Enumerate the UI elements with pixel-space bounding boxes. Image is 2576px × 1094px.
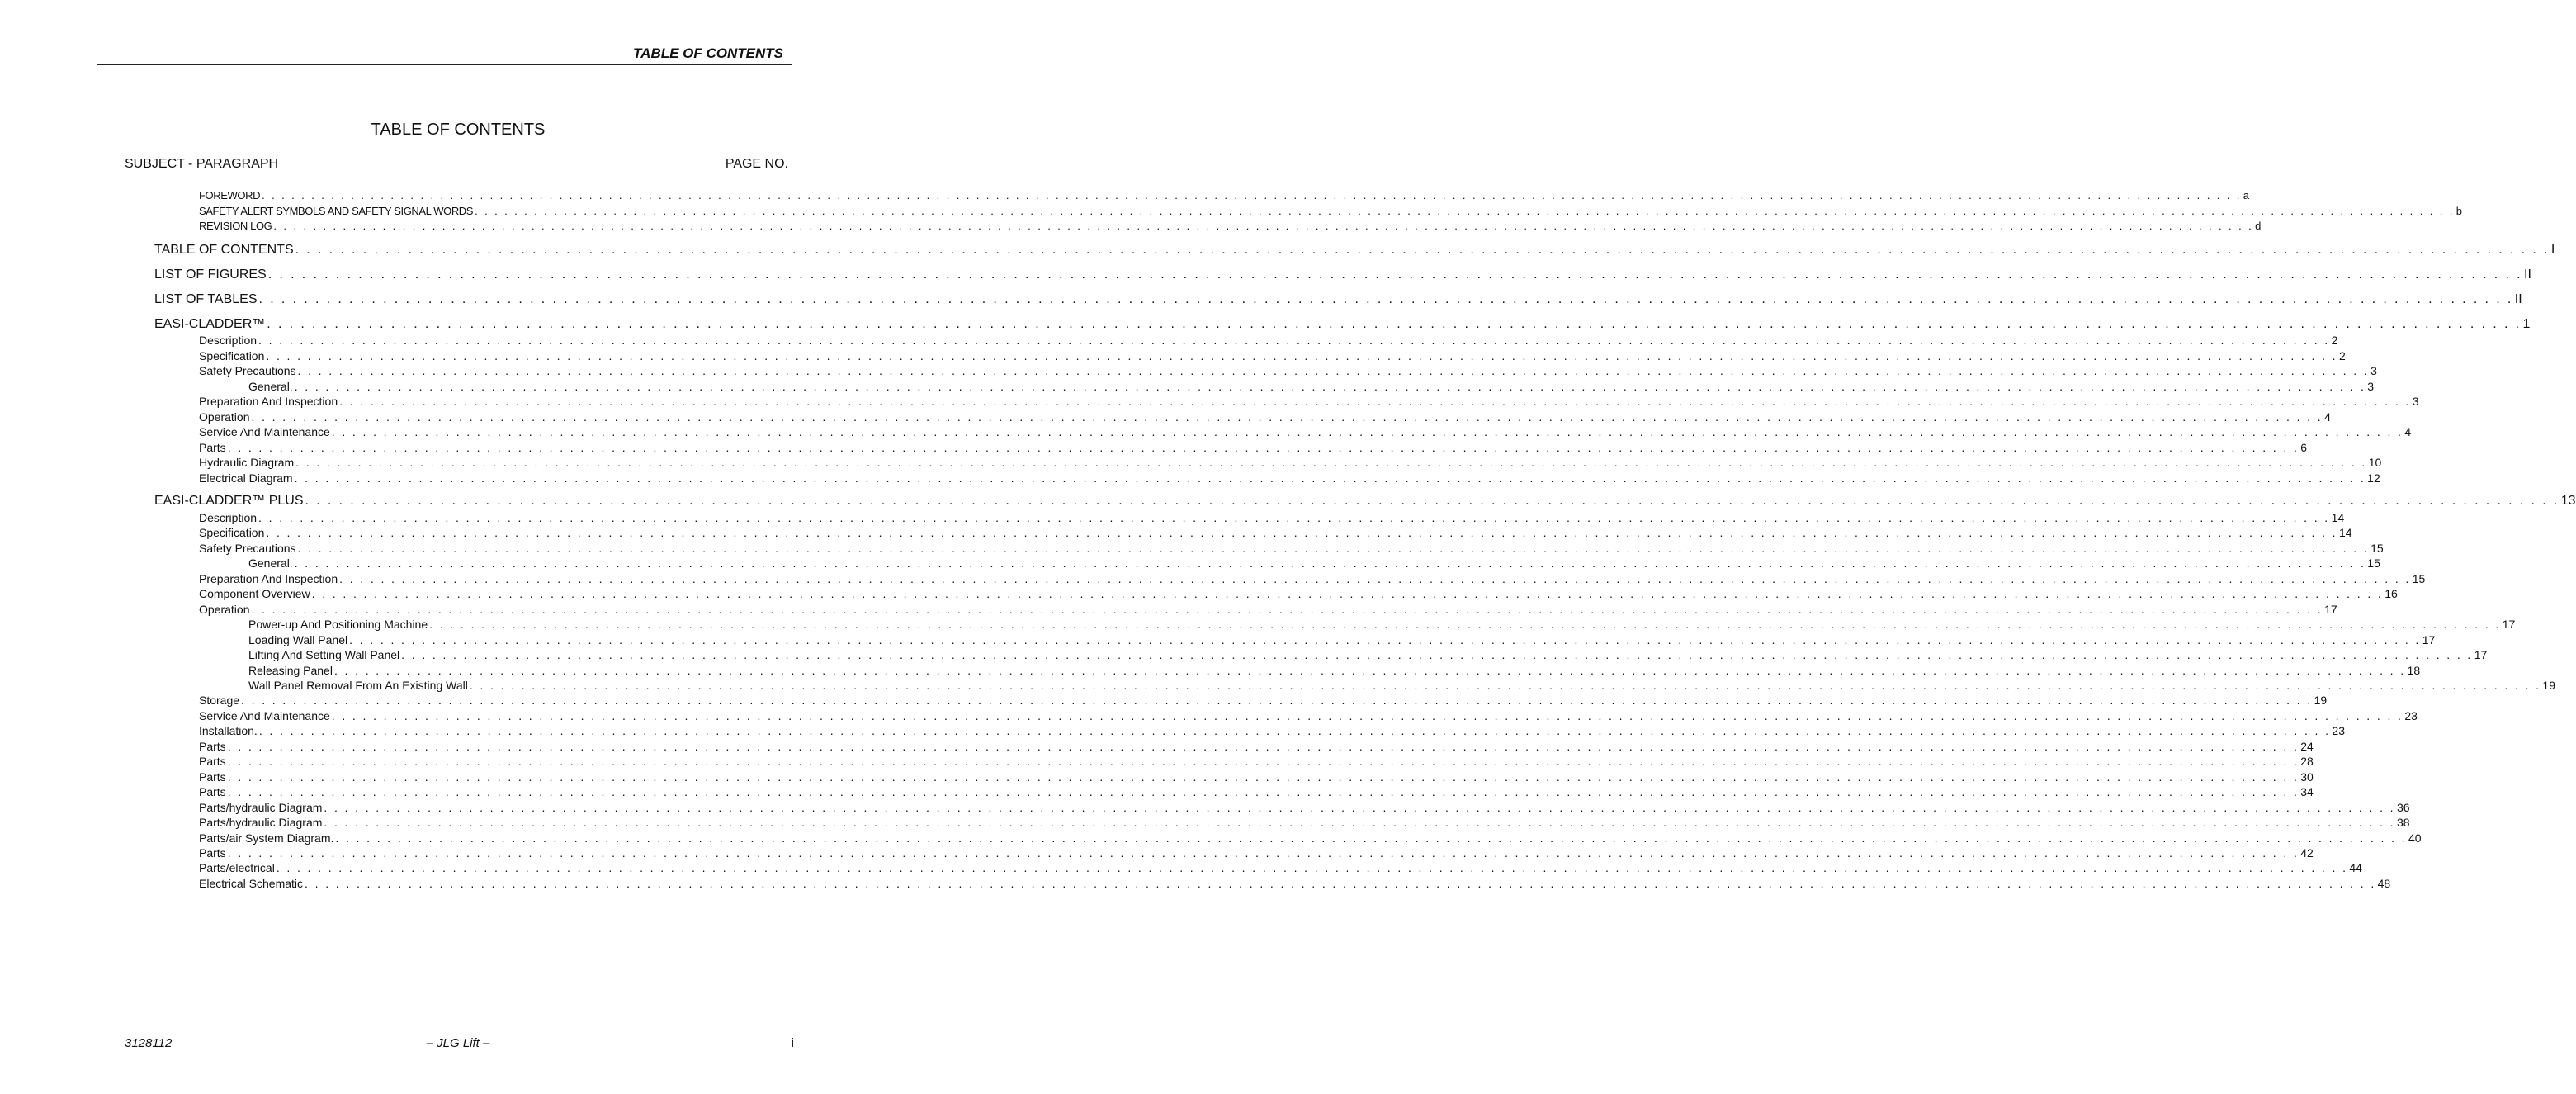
toc-entry-label: Parts/hydraulic Diagram bbox=[199, 816, 323, 829]
footer-publisher: – JLG Lift – bbox=[426, 1036, 490, 1050]
toc-entry[interactable] bbox=[199, 572, 2426, 585]
toc-entry[interactable] bbox=[199, 846, 2314, 860]
toc-leader-dots: . . . . . . . . . . . . . . . . . . . . . . . . . . . . . . . . . . . . . . . . . . . . . . . . . . . . . . . . . . . . . . . . . . . . . . . . . . . . . . . . . . . . . . . . . . . . . . . . . . . . . . . . . . . . . . . . . . . . . . . . . . . . . . . . . . . . . . . . . . . . . . . . . . . . . . . . . . . . . . . . . . . . . . . . . . . . . . . . . . . . . . . . . . . . . . . . . . . . . . . . bbox=[335, 831, 2407, 845]
toc-entry-page: I bbox=[2550, 243, 2555, 257]
toc-entry[interactable] bbox=[199, 801, 2410, 814]
toc-entry[interactable] bbox=[199, 587, 2398, 600]
toc-entry-page: 17 bbox=[2474, 648, 2488, 661]
toc-leader-dots: . . . . . . . . . . . . . . . . . . . . . . . . . . . . . . . . . . . . . . . . . . . . . . . . . . . . . . . . . . . . . . . . . . . . . . . . . . . . . . . . . . . . . . . . . . . . . . . . . . . . . . . . . . . . . . . . . . . . . . . . . . . . . . . . . . . . . . . . . . . . . . . . . . . . . . . . . . . . . . . . . . . . . . . . . . . . . . . . . . . . . . . . . . . . . . . . . . . . . . . . bbox=[227, 785, 2299, 798]
toc-entry-page: 44 bbox=[2349, 861, 2362, 874]
toc-leader-dots: . . . . . . . . . . . . . . . . . . . . . . . . . . . . . . . . . . . . . . . . . . . . . . . . . . . . . . . . . . . . . . . . . . . . . . . . . . . . . . . . . . . . . . . . . . . . . . . . . . . . . . . . . . . . . . . . . . . . . . . . . . . . . . . . . . . . . . . . . . . . . . . . . . . . . . . . . . . . . . . . . . . . . . . . . . . . . . . . . . . . . . . . . . . . . . . . . . . . . . . . bbox=[349, 633, 2421, 646]
toc-entry-label: Operation bbox=[199, 410, 250, 424]
toc-entry-page: 16 bbox=[2385, 587, 2398, 600]
toc-entry-label: EASI-CLADDER™ PLUS bbox=[154, 494, 304, 508]
toc-leader-dots: . . . . . . . . . . . . . . . . . . . . . . . . . . . . . . . . . . . . . . . . . . . . . . . . . . . . . . . . . . . . . . . . . . . . . . . . . . . . . . . . . . . . . . . . . . . . . . . . . . . . . . . . . . . . . . . . . . . . . . . . . . . . . . . . . . . . . . . . . . . . . . . . . . . . . . . . . . . . . . . . . . . . . . . . . . . . . . . . . . . . . . . . . . . . . . . . . . . . . . . . bbox=[266, 349, 2337, 362]
toc-leader-dots: . . . . . . . . . . . . . . . . . . . . . . . . . . . . . . . . . . . . . . . . . . . . . . . . . . . . . . . . . . . . . . . . . . . . . . . . . . . . . . . . . . . . . . . . . . . . . . . . . . . . . . . . . . . . . . . . . . . . . . . . . . . . . . . . . . . . . . . . . . . . . . . . . . . . . . . . . . . . . . . . . . . . . . . . . . . . . . . . . . . . . . . . . . . . . . . . . . . . . . . . bbox=[401, 648, 2473, 661]
toc-entry-label: Hydraulic Diagram bbox=[199, 456, 295, 469]
toc-entry[interactable] bbox=[248, 380, 2375, 393]
toc-leader-dots: . . . . . . . . . . . . . . . . . . . . . . . . . . . . . . . . . . . . . . . . . . . . . . . . . . . . . . . . . . . . . . . . . . . . . . . . . . . . . . . . . . . . . . . . . . . . . . . . . . . . . . . . . . . . . . . . . . . . . . . . . . . . . . . . . . . . . . . . . . . . . . . . . . . . . . . . . . . . . . . . . . . . . . . . . . . . . . . . . . . . . . . . . . . . . . . . . . . . . . . . bbox=[295, 243, 2550, 257]
toc-leader-dots: . . . . . . . . . . . . . . . . . . . . . . . . . . . . . . . . . . . . . . . . . . . . . . . . . . . . . . . . . . . . . . . . . . . . . . . . . . . . . . . . . . . . . . . . . . . . . . . . . . . . . . . . . . . . . . . . . . . . . . . . . . . . . . . . . . . . . . . . . . . . . . . . . . . . . . . . . . . . . . . . . . . . . . . . . . . . . . . . . . . . . . . . . . . . . . . . . . . . . . . . bbox=[273, 220, 2254, 232]
toc-entry-page: 23 bbox=[2332, 724, 2345, 737]
toc-entry-page: 17 bbox=[2422, 633, 2436, 646]
toc-entry[interactable] bbox=[199, 526, 2352, 539]
toc-leader-dots: . . . . . . . . . . . . . . . . . . . . . . . . . . . . . . . . . . . . . . . . . . . . . . . . . . . . . . . . . . . . . . . . . . . . . . . . . . . . . . . . . . . . . . . . . . . . . . . . . . . . . . . . . . . . . . . . . . . . . . . . . . . . . . . . . . . . . . . . . . . . . . . . . . . . . . . . . . . . . . . . . . . . . . . . . . . . . . . . . . . . . . . . . . . . . . . . . . . . . . . . bbox=[267, 268, 2523, 282]
toc-leader-dots: . . . . . . . . . . . . . . . . . . . . . . . . . . . . . . . . . . . . . . . . . . . . . . . . . . . . . . . . . . . . . . . . . . . . . . . . . . . . . . . . . . . . . . . . . . . . . . . . . . . . . . . . . . . . . . . . . . . . . . . . . . . . . . . . . . . . . . . . . . . . . . . . . . . . . . . . . . . . . . . . . . . . . . . . . . . . . . . . . . . . . . . . . . . . . . . . . . . . . . . . bbox=[258, 334, 2330, 347]
toc-entry[interactable] bbox=[199, 349, 2346, 362]
toc-entry-page: 6 bbox=[2300, 441, 2308, 454]
footer-doc-number: 3128112 bbox=[125, 1036, 173, 1050]
toc-entry-label: REVISION LOG bbox=[199, 220, 272, 232]
toc-entry-page: 2 bbox=[2331, 334, 2338, 347]
toc-entry[interactable] bbox=[199, 755, 2314, 768]
toc-leader-dots: . . . . . . . . . . . . . . . . . . . . . . . . . . . . . . . . . . . . . . . . . . . . . . . . . . . . . . . . . . . . . . . . . . . . . . . . . . . . . . . . . . . . . . . . . . . . . . . . . . . . . . . . . . . . . . . . . . . . . . . . . . . . . . . . . . . . . . . . . . . . . . . . . . . . . . . . . . . . . . . . . . . . . . . . . . . . . . . . . . . . . . . . . . . . . . . . . . . . . . . . bbox=[429, 618, 2501, 631]
toc-entry-page: 17 bbox=[2502, 618, 2516, 631]
toc-entry-label: Component Overview bbox=[199, 587, 310, 600]
toc-entry-page: 3 bbox=[2370, 364, 2377, 377]
toc-entry-label: General. bbox=[248, 556, 293, 570]
toc-entry[interactable] bbox=[199, 425, 2412, 438]
toc-leader-dots: . . . . . . . . . . . . . . . . . . . . . . . . . . . . . . . . . . . . . . . . . . . . . . . . . . . . . . . . . . . . . . . . . . . . . . . . . . . . . . . . . . . . . . . . . . . . . . . . . . . . . . . . . . . . . . . . . . . . . . . . . . . . . . . . . . . . . . . . . . . . . . . . . . . . . . . . . . . . . . . . . . . . . . . . . . . . . . . . . . . . . . . . . . . . . . . . . . . . . . . . bbox=[266, 526, 2337, 539]
toc-entry-label: FOREWORD bbox=[199, 189, 261, 201]
toc-entry[interactable] bbox=[199, 542, 2384, 555]
toc-entry-label: Storage bbox=[199, 694, 240, 707]
toc-entry-label: Loading Wall Panel bbox=[248, 633, 348, 646]
toc-entry-page: 15 bbox=[2370, 542, 2384, 555]
toc-entry-page: 4 bbox=[2404, 425, 2412, 438]
toc-leader-dots: . . . . . . . . . . . . . . . . . . . . . . . . . . . . . . . . . . . . . . . . . . . . . . . . . . . . . . . . . . . . . . . . . . . . . . . . . . . . . . . . . . . . . . . . . . . . . . . . . . . . . . . . . . . . . . . . . . . . . . . . . . . . . . . . . . . . . . . . . . . . . . . . . . . . . . . . . . . . . . . . . . . . . . . . . . . . . . . . . . . . . . . . . . . . . . . . . . . . . . . . bbox=[294, 556, 2366, 570]
toc-entry[interactable] bbox=[199, 410, 2331, 424]
toc-leader-dots: . . . . . . . . . . . . . . . . . . . . . . . . . . . . . . . . . . . . . . . . . . . . . . . . . . . . . . . . . . . . . . . . . . . . . . . . . . . . . . . . . . . . . . . . . . . . . . . . . . . . . . . . . . . . . . . . . . . . . . . . . . . . . . . . . . . . . . . . . . . . . . . . . . . . . . . . . . . . . . . . . . . . . . . . . . . . . . . . . . . . . . . . . . . . . . . . . . . . . . . . bbox=[331, 425, 2403, 438]
toc-leader-dots: . . . . . . . . . . . . . . . . . . . . . . . . . . . . . . . . . . . . . . . . . . . . . . . . . . . . . . . . . . . . . . . . . . . . . . . . . . . . . . . . . . . . . . . . . . . . . . . . . . . . . . . . . . . . . . . . . . . . . . . . . . . . . . . . . . . . . . . . . . . . . . . . . . . . . . . . . . . . . . . . . . . . . . . . . . . . . . . . . . . . . . . . . . . . . . . . . . . . . . . . bbox=[311, 587, 2384, 600]
toc-entry[interactable] bbox=[199, 877, 2391, 890]
toc-entry[interactable] bbox=[199, 395, 2419, 408]
toc-entry-page: II bbox=[2524, 268, 2531, 282]
toc-entry-label: Operation bbox=[199, 603, 250, 616]
toc-leader-dots: . . . . . . . . . . . . . . . . . . . . . . . . . . . . . . . . . . . . . . . . . . . . . . . . . . . . . . . . . . . . . . . . . . . . . . . . . . . . . . . . . . . . . . . . . . . . . . . . . . . . . . . . . . . . . . . . . . . . . . . . . . . . . . . . . . . . . . . . . . . . . . . . . . . . . . . . . . . . . . . . . . . . . . . . . . . . . . . . . . . . . . . . . . . . . . . . . . . . . . . . bbox=[241, 694, 2313, 707]
toc-entry-page: 30 bbox=[2300, 770, 2314, 784]
toc-entry-label: TABLE OF CONTENTS bbox=[154, 243, 294, 257]
toc-leader-dots: . . . . . . . . . . . . . . . . . . . . . . . . . . . . . . . . . . . . . . . . . . . . . . . . . . . . . . . . . . . . . . . . . . . . . . . . . . . . . . . . . . . . . . . . . . . . . . . . . . . . . . . . . . . . . . . . . . . . . . . . . . . . . . . . . . . . . . . . . . . . . . . . . . . . . . . . . . . . . . . . . . . . . . . . . . . . . . . . . . . . . . . . . . . . . . . . . . . . . . . . bbox=[331, 709, 2403, 722]
toc-entry-page: 23 bbox=[2404, 709, 2418, 722]
toc-entry[interactable] bbox=[154, 292, 2522, 307]
toc-entry[interactable] bbox=[248, 556, 2380, 570]
toc-entry[interactable] bbox=[199, 831, 2422, 845]
toc-leader-dots: . . . . . . . . . . . . . . . . . . . . . . . . . . . . . . . . . . . . . . . . . . . . . . . . . . . . . . . . . . . . . . . . . . . . . . . . . . . . . . . . . . . . . . . . . . . . . . . . . . . . . . . . . . . . . . . . . . . . . . . . . . . . . . . . . . . . . . . . . . . . . . . . . . . . . . . . . . . . . . . . . . . . . . . . . . . . . . . . . . . . . . . . . . . . . . . . . . . . . . . . bbox=[297, 542, 2370, 555]
toc-entry-page: 18 bbox=[2407, 664, 2421, 677]
toc-entry-label: Parts bbox=[199, 755, 226, 768]
toc-entry-label: Electrical Diagram bbox=[199, 471, 293, 485]
toc-entry-page: 19 bbox=[2314, 694, 2328, 707]
toc-entry-label: Parts bbox=[199, 785, 226, 798]
toc-entry-page: 42 bbox=[2300, 846, 2314, 860]
toc-entry[interactable] bbox=[199, 441, 2308, 454]
toc-entry-label: Parts/hydraulic Diagram bbox=[199, 801, 323, 814]
toc-entry-label: Power-up And Positioning Machine bbox=[248, 618, 428, 631]
toc-entry-page: 15 bbox=[2412, 572, 2426, 585]
toc-entry[interactable] bbox=[199, 511, 2345, 524]
toc-entry[interactable] bbox=[199, 709, 2418, 722]
toc-leader-dots: . . . . . . . . . . . . . . . . . . . . . . . . . . . . . . . . . . . . . . . . . . . . . . . . . . . . . . . . . . . . . . . . . . . . . . . . . . . . . . . . . . . . . . . . . . . . . . . . . . . . . . . . . . . . . . . . . . . . . . . . . . . . . . . . . . . . . . . . . . . . . . . . . . . . . . . . . . . . . . . . . . . . . . . . . . . . . . . . . . . . . . . . . . . . . . . . . . . . . . . . bbox=[227, 770, 2299, 784]
toc-entry[interactable] bbox=[199, 861, 2362, 874]
toc-entry-label: Safety Precautions bbox=[199, 542, 296, 555]
toc-entry-label: General. bbox=[248, 380, 293, 393]
toc-entry-label: Service And Maintenance bbox=[199, 709, 330, 722]
toc-entry[interactable] bbox=[199, 603, 2337, 616]
toc-entry-page: 24 bbox=[2300, 740, 2314, 753]
toc-leader-dots: . . . . . . . . . . . . . . . . . . . . . . . . . . . . . . . . . . . . . . . . . . . . . . . . . . . . . . . . . . . . . . . . . . . . . . . . . . . . . . . . . . . . . . . . . . . . . . . . . . . . . . . . . . . . . . . . . . . . . . . . . . . . . . . . . . . . . . . . . . . . . . . . . . . . . . . . . . . . . . . . . . . . . . . . . . . . . . . . . . . . . . . . . . . . . . . . . . . . . . . . bbox=[227, 755, 2299, 768]
toc-entry[interactable] bbox=[154, 317, 2531, 332]
toc-entry-page: 48 bbox=[2377, 877, 2391, 890]
toc-leader-dots: . . . . . . . . . . . . . . . . . . . . . . . . . . . . . . . . . . . . . . . . . . . . . . . . . . . . . . . . . . . . . . . . . . . . . . . . . . . . . . . . . . . . . . . . . . . . . . . . . . . . . . . . . . . . . . . . . . . . . . . . . . . . . . . . . . . . . . . . . . . . . . . . . . . . . . . . . . . . . . . . . . . . . . . . . . . . . . . . . . . . . . . . . . . . . . . . . . . . . . . . bbox=[324, 816, 2395, 829]
toc-leader-dots: . . . . . . . . . . . . . . . . . . . . . . . . . . . . . . . . . . . . . . . . . . . . . . . . . . . . . . . . . . . . . . . . . . . . . . . . . . . . . . . . . . . . . . . . . . . . . . . . . . . . . . . . . . . . . . . . . . . . . . . . . . . . . . . . . . . . . . . . . . . . . . . . . . . . . . . . . . . . . . . . . . . . . . . . . . . . . . . . . . . . . . . . . . . . . . . . . . . . . . . . bbox=[258, 292, 2513, 306]
toc-entry-label: Specification bbox=[199, 349, 265, 362]
toc-leader-dots: . . . . . . . . . . . . . . . . . . . . . . . . . . . . . . . . . . . . . . . . . . . . . . . . . . . . . . . . . . . . . . . . . . . . . . . . . . . . . . . . . . . . . . . . . . . . . . . . . . . . . . . . . . . . . . . . . . . . . . . . . . . . . . . . . . . . . . . . . . . . . . . . . . . . . . . . . . . . . . . . . . . . . . . . . . . . . . . . . . . . . . . . . . . . . . . . . . . . . . . . bbox=[251, 603, 2323, 616]
toc-entry-page: 13 bbox=[2560, 494, 2576, 508]
toc-entry-label: Parts/air System Diagram. bbox=[199, 831, 334, 845]
toc-entry-page: 36 bbox=[2396, 801, 2410, 814]
toc-entry-page: 15 bbox=[2367, 556, 2380, 570]
toc-leader-dots: . . . . . . . . . . . . . . . . . . . . . . . . . . . . . . . . . . . . . . . . . . . . . . . . . . . . . . . . . . . . . . . . . . . . . . . . . . . . . . . . . . . . . . . . . . . . . . . . . . . . . . . . . . . . . . . . . . . . . . . . . . . . . . . . . . . . . . . . . . . . . . . . . . . . . . . . . . . . . . . . . . . . . . . . . . . . . . . . . . . . . . . . . . . . . . . . . . . . . . . . bbox=[305, 877, 2376, 890]
toc-entry-label: Preparation And Inspection bbox=[199, 572, 338, 585]
toc-entry-page: 3 bbox=[2367, 380, 2375, 393]
toc-entry-page: II bbox=[2514, 292, 2522, 306]
toc-entry-page: d bbox=[2255, 220, 2261, 232]
toc-entry-label: Electrical Schematic bbox=[199, 877, 304, 890]
toc-entry-page: 14 bbox=[2331, 511, 2345, 524]
toc-entry-label: LIST OF TABLES bbox=[154, 292, 258, 306]
toc-entry-label: Description bbox=[199, 334, 258, 347]
toc-leader-dots: . . . . . . . . . . . . . . . . . . . . . . . . . . . . . . . . . . . . . . . . . . . . . . . . . . . . . . . . . . . . . . . . . . . . . . . . . . . . . . . . . . . . . . . . . . . . . . . . . . . . . . . . . . . . . . . . . . . . . . . . . . . . . . . . . . . . . . . . . . . . . . . . . . . . . . . . . . . . . . . . . . . . . . . . . . . . . . . . . . . . . . . . . . . . . . . . . . . . . . . . bbox=[251, 410, 2323, 424]
toc-entry-page: 1 bbox=[2522, 317, 2531, 331]
toc-entry-page: 12 bbox=[2367, 471, 2380, 485]
toc-entry[interactable] bbox=[248, 633, 2436, 646]
toc-entry-label: LIST OF FIGURES bbox=[154, 268, 267, 282]
toc-leader-dots: . . . . . . . . . . . . . . . . . . . . . . . . . . . . . . . . . . . . . . . . . . . . . . . . . . . . . . . . . . . . . . . . . . . . . . . . . . . . . . . . . . . . . . . . . . . . . . . . . . . . . . . . . . . . . . . . . . . . . . . . . . . . . . . . . . . . . . . . . . . . . . . . . . . . . . . . . . . . . . . . . . . . . . . . . . . . . . . . . . . . . . . . . . . . . . . . . . . . . . . . bbox=[324, 801, 2395, 814]
toc-entry-page: a bbox=[2243, 189, 2249, 201]
running-header-title: TABLE OF CONTENTS bbox=[633, 45, 783, 61]
toc-entry-label: Service And Maintenance bbox=[199, 425, 330, 438]
toc-entry-page: 4 bbox=[2324, 410, 2331, 424]
toc-leader-dots: . . . . . . . . . . . . . . . . . . . . . . . . . . . . . . . . . . . . . . . . . . . . . . . . . . . . . . . . . . . . . . . . . . . . . . . . . . . . . . . . . . . . . . . . . . . . . . . . . . . . . . . . . . . . . . . . . . . . . . . . . . . . . . . . . . . . . . . . . . . . . . . . . . . . . . . . . . . . . . . . . . . . . . . . . . . . . . . . . . . . . . . . . . . . . . . . . . . . . . . . bbox=[276, 861, 2348, 874]
toc-entry-page: 17 bbox=[2324, 603, 2337, 616]
toc-entry[interactable] bbox=[199, 471, 2380, 485]
toc-leader-dots: . . . . . . . . . . . . . . . . . . . . . . . . . . . . . . . . . . . . . . . . . . . . . . . . . . . . . . . . . . . . . . . . . . . . . . . . . . . . . . . . . . . . . . . . . . . . . . . . . . . . . . . . . . . . . . . . . . . . . . . . . . . . . . . . . . . . . . . . . . . . . . . . . . . . . . . . . . . . . . . . . . . . . . . . . . . . . . . . . . . . . . . . . . . . . . . . . . . . . . . . bbox=[475, 205, 2455, 217]
toc-entry-page: b bbox=[2455, 205, 2462, 217]
toc-entry-page: 34 bbox=[2300, 785, 2314, 798]
toc-entry-page: 19 bbox=[2542, 679, 2555, 692]
toc-entry[interactable] bbox=[154, 243, 2555, 258]
toc-entry-label: Parts bbox=[199, 846, 226, 860]
toc-entry-page: 10 bbox=[2368, 456, 2382, 469]
toc-entry-label: SAFETY ALERT SYMBOLS AND SAFETY SIGNAL WORDS bbox=[199, 205, 474, 217]
toc-entry[interactable] bbox=[199, 724, 2345, 737]
toc-entry[interactable] bbox=[199, 364, 2377, 377]
toc-entry-label: Specification bbox=[199, 526, 265, 539]
toc-leader-dots: . . . . . . . . . . . . . . . . . . . . . . . . . . . . . . . . . . . . . . . . . . . . . . . . . . . . . . . . . . . . . . . . . . . . . . . . . . . . . . . . . . . . . . . . . . . . . . . . . . . . . . . . . . . . . . . . . . . . . . . . . . . . . . . . . . . . . . . . . . . . . . . . . . . . . . . . . . . . . . . . . . . . . . . . . . . . . . . . . . . . . . . . . . . . . . . . . . . . . . . . bbox=[305, 494, 2559, 508]
toc-leader-dots: . . . . . . . . . . . . . . . . . . . . . . . . . . . . . . . . . . . . . . . . . . . . . . . . . . . . . . . . . . . . . . . . . . . . . . . . . . . . . . . . . . . . . . . . . . . . . . . . . . . . . . . . . . . . . . . . . . . . . . . . . . . . . . . . . . . . . . . . . . . . . . . . . . . . . . . . . . . . . . . . . . . . . . . . . . . . . . . . . . . . . . . . . . . . . . . . . . . . . . . . bbox=[262, 189, 2242, 201]
toc-entry-page: 3 bbox=[2412, 395, 2419, 408]
toc-leader-dots: . . . . . . . . . . . . . . . . . . . . . . . . . . . . . . . . . . . . . . . . . . . . . . . . . . . . . . . . . . . . . . . . . . . . . . . . . . . . . . . . . . . . . . . . . . . . . . . . . . . . . . . . . . . . . . . . . . . . . . . . . . . . . . . . . . . . . . . . . . . . . . . . . . . . . . . . . . . . . . . . . . . . . . . . . . . . . . . . . . . . . . . . . . . . . . . . . . . . . . . . bbox=[227, 441, 2299, 454]
toc-entry-label: EASI-CLADDER™ bbox=[154, 317, 266, 331]
toc-entry[interactable] bbox=[199, 816, 2410, 829]
toc-entry[interactable] bbox=[199, 456, 2382, 469]
toc-leader-dots: . . . . . . . . . . . . . . . . . . . . . . . . . . . . . . . . . . . . . . . . . . . . . . . . . . . . . . . . . . . . . . . . . . . . . . . . . . . . . . . . . . . . . . . . . . . . . . . . . . . . . . . . . . . . . . . . . . . . . . . . . . . . . . . . . . . . . . . . . . . . . . . . . . . . . . . . . . . . . . . . . . . . . . . . . . . . . . . . . . . . . . . . . . . . . . . . . . . . . . . . bbox=[294, 380, 2366, 393]
toc-entry[interactable] bbox=[199, 334, 2338, 347]
column-heading-subject: SUBJECT - PARAGRAPH bbox=[125, 157, 279, 171]
toc-leader-dots: . . . . . . . . . . . . . . . . . . . . . . . . . . . . . . . . . . . . . . . . . . . . . . . . . . . . . . . . . . . . . . . . . . . . . . . . . . . . . . . . . . . . . . . . . . . . . . . . . . . . . . . . . . . . . . . . . . . . . . . . . . . . . . . . . . . . . . . . . . . . . . . . . . . . . . . . . . . . . . . . . . . . . . . . . . . . . . . . . . . . . . . . . . . . . . . . . . . . . . . . bbox=[294, 471, 2366, 485]
toc-entry-page: 28 bbox=[2300, 755, 2314, 768]
toc-entry[interactable] bbox=[154, 494, 2576, 509]
toc-entry-page: 2 bbox=[2338, 349, 2346, 362]
toc-entry-label: Parts bbox=[199, 770, 226, 784]
toc-entry[interactable] bbox=[199, 694, 2328, 707]
toc-entry[interactable] bbox=[154, 268, 2531, 282]
toc-entry-label: Preparation And Inspection bbox=[199, 395, 338, 408]
page-title: TABLE OF CONTENTS bbox=[371, 121, 546, 139]
toc-entry[interactable] bbox=[248, 664, 2421, 677]
toc-entry-page: 38 bbox=[2396, 816, 2410, 829]
footer-page-number: i bbox=[791, 1036, 794, 1050]
toc-leader-dots: . . . . . . . . . . . . . . . . . . . . . . . . . . . . . . . . . . . . . . . . . . . . . . . . . . . . . . . . . . . . . . . . . . . . . . . . . . . . . . . . . . . . . . . . . . . . . . . . . . . . . . . . . . . . . . . . . . . . . . . . . . . . . . . . . . . . . . . . . . . . . . . . . . . . . . . . . . . . . . . . . . . . . . . . . . . . . . . . . . . . . . . . . . . . . . . . . . . . . . . . bbox=[258, 511, 2330, 524]
toc-entry[interactable] bbox=[199, 220, 2261, 232]
toc-leader-dots: . . . . . . . . . . . . . . . . . . . . . . . . . . . . . . . . . . . . . . . . . . . . . . . . . . . . . . . . . . . . . . . . . . . . . . . . . . . . . . . . . . . . . . . . . . . . . . . . . . . . . . . . . . . . . . . . . . . . . . . . . . . . . . . . . . . . . . . . . . . . . . . . . . . . . . . . . . . . . . . . . . . . . . . . . . . . . . . . . . . . . . . . . . . . . . . . . . . . . . . . bbox=[295, 456, 2367, 469]
header-rule bbox=[97, 64, 792, 65]
toc-entry[interactable] bbox=[248, 679, 2555, 692]
toc-leader-dots: . . . . . . . . . . . . . . . . . . . . . . . . . . . . . . . . . . . . . . . . . . . . . . . . . . . . . . . . . . . . . . . . . . . . . . . . . . . . . . . . . . . . . . . . . . . . . . . . . . . . . . . . . . . . . . . . . . . . . . . . . . . . . . . . . . . . . . . . . . . . . . . . . . . . . . . . . . . . . . . . . . . . . . . . . . . . . . . . . . . . . . . . . . . . . . . . . . . . . . . . bbox=[333, 664, 2406, 677]
toc-entry-page: 14 bbox=[2338, 526, 2352, 539]
toc-entry-label: Parts bbox=[199, 740, 226, 753]
toc-entry-label: Installation. bbox=[199, 724, 258, 737]
toc-entry-label: Lifting And Setting Wall Panel bbox=[248, 648, 400, 661]
toc-entry-label: Safety Precautions bbox=[199, 364, 296, 377]
toc-leader-dots: . . . . . . . . . . . . . . . . . . . . . . . . . . . . . . . . . . . . . . . . . . . . . . . . . . . . . . . . . . . . . . . . . . . . . . . . . . . . . . . . . . . . . . . . . . . . . . . . . . . . . . . . . . . . . . . . . . . . . . . . . . . . . . . . . . . . . . . . . . . . . . . . . . . . . . . . . . . . . . . . . . . . . . . . . . . . . . . . . . . . . . . . . . . . . . . . . . . . . . . . bbox=[227, 846, 2299, 860]
toc-leader-dots: . . . . . . . . . . . . . . . . . . . . . . . . . . . . . . . . . . . . . . . . . . . . . . . . . . . . . . . . . . . . . . . . . . . . . . . . . . . . . . . . . . . . . . . . . . . . . . . . . . . . . . . . . . . . . . . . . . . . . . . . . . . . . . . . . . . . . . . . . . . . . . . . . . . . . . . . . . . . . . . . . . . . . . . . . . . . . . . . . . . . . . . . . . . . . . . . . . . . . . . . bbox=[297, 364, 2370, 377]
toc-entry[interactable] bbox=[248, 648, 2488, 661]
toc-entry[interactable] bbox=[248, 618, 2516, 631]
toc-entry[interactable] bbox=[199, 785, 2314, 798]
toc-entry-label: Releasing Panel bbox=[248, 664, 333, 677]
toc-leader-dots: . . . . . . . . . . . . . . . . . . . . . . . . . . . . . . . . . . . . . . . . . . . . . . . . . . . . . . . . . . . . . . . . . . . . . . . . . . . . . . . . . . . . . . . . . . . . . . . . . . . . . . . . . . . . . . . . . . . . . . . . . . . . . . . . . . . . . . . . . . . . . . . . . . . . . . . . . . . . . . . . . . . . . . . . . . . . . . . . . . . . . . . . . . . . . . . . . . . . . . . . bbox=[227, 740, 2299, 753]
toc-entry[interactable] bbox=[199, 205, 2462, 217]
toc-entry-label: Parts bbox=[199, 441, 226, 454]
toc-entry-page: 40 bbox=[2408, 831, 2422, 845]
toc-entry-label: Description bbox=[199, 511, 258, 524]
toc-leader-dots: . . . . . . . . . . . . . . . . . . . . . . . . . . . . . . . . . . . . . . . . . . . . . . . . . . . . . . . . . . . . . . . . . . . . . . . . . . . . . . . . . . . . . . . . . . . . . . . . . . . . . . . . . . . . . . . . . . . . . . . . . . . . . . . . . . . . . . . . . . . . . . . . . . . . . . . . . . . . . . . . . . . . . . . . . . . . . . . . . . . . . . . . . . . . . . . . . . . . . . . . bbox=[267, 317, 2522, 331]
toc-entry[interactable] bbox=[199, 770, 2314, 784]
toc-leader-dots: . . . . . . . . . . . . . . . . . . . . . . . . . . . . . . . . . . . . . . . . . . . . . . . . . . . . . . . . . . . . . . . . . . . . . . . . . . . . . . . . . . . . . . . . . . . . . . . . . . . . . . . . . . . . . . . . . . . . . . . . . . . . . . . . . . . . . . . . . . . . . . . . . . . . . . . . . . . . . . . . . . . . . . . . . . . . . . . . . . . . . . . . . . . . . . . . . . . . . . . . bbox=[258, 724, 2331, 737]
toc-entry-label: Parts/electrical bbox=[199, 861, 275, 874]
toc-entry-label: Wall Panel Removal From An Existing Wall bbox=[248, 679, 468, 692]
toc-leader-dots: . . . . . . . . . . . . . . . . . . . . . . . . . . . . . . . . . . . . . . . . . . . . . . . . . . . . . . . . . . . . . . . . . . . . . . . . . . . . . . . . . . . . . . . . . . . . . . . . . . . . . . . . . . . . . . . . . . . . . . . . . . . . . . . . . . . . . . . . . . . . . . . . . . . . . . . . . . . . . . . . . . . . . . . . . . . . . . . . . . . . . . . . . . . . . . . . . . . . . . . . bbox=[339, 395, 2411, 408]
toc-entry[interactable] bbox=[199, 740, 2314, 753]
toc-leader-dots: . . . . . . . . . . . . . . . . . . . . . . . . . . . . . . . . . . . . . . . . . . . . . . . . . . . . . . . . . . . . . . . . . . . . . . . . . . . . . . . . . . . . . . . . . . . . . . . . . . . . . . . . . . . . . . . . . . . . . . . . . . . . . . . . . . . . . . . . . . . . . . . . . . . . . . . . . . . . . . . . . . . . . . . . . . . . . . . . . . . . . . . . . . . . . . . . . . . . . . . . bbox=[339, 572, 2411, 585]
column-heading-page: PAGE NO. bbox=[725, 157, 788, 171]
toc-entry[interactable] bbox=[199, 189, 2249, 201]
toc-leader-dots: . . . . . . . . . . . . . . . . . . . . . . . . . . . . . . . . . . . . . . . . . . . . . . . . . . . . . . . . . . . . . . . . . . . . . . . . . . . . . . . . . . . . . . . . . . . . . . . . . . . . . . . . . . . . . . . . . . . . . . . . . . . . . . . . . . . . . . . . . . . . . . . . . . . . . . . . . . . . . . . . . . . . . . . . . . . . . . . . . . . . . . . . . . . . . . . . . . . . . . . . bbox=[469, 679, 2541, 692]
